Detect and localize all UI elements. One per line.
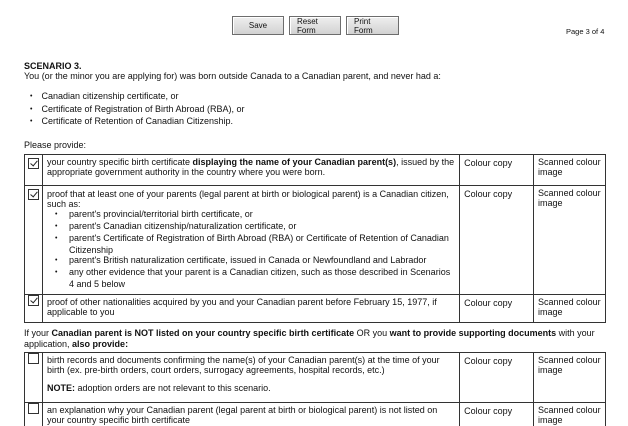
supporting-documents-table [24,352,606,426]
list-item: • Certificate of Retention of Canadian Citizenship. [30,116,245,129]
table-row [25,403,606,426]
colour-copy-cell: Colour copy [460,155,534,186]
form-toolbar [232,16,399,35]
list-item: • parent's Canadian citizenship/naturalization certificate, or [55,221,455,233]
save-button[interactable]: Save [232,16,284,35]
scanned-image-cell: Scanned colour image [534,403,606,426]
colour-copy-cell: Colour copy [460,186,534,295]
colour-copy-cell: Colour copy [460,353,534,403]
row-description: proof that at least one of your parents (legal parent at birth or biological parent) is a Canadian citizen, such as: • parent's provincial/territorial birth certificate, or • parent's Canadian citizenship/naturalization certificate, or • parent's Certificate of Registration of Birth Abroad (RBA) or Certificate of Retention of Canadian Citizenship • parent's British naturalization certificate, issued in Canada or Newfoundland and Labrador • any other evidence that your parent is a Canadian citizen, such as those described in Scenarios 4 and 5 below [42,186,459,295]
required-documents-table [24,154,606,323]
list-item: • any other evidence that your parent is a Canadian citizen, such as those described in Scenarios 4 and 5 below [55,267,455,289]
list-item: • parent's British naturalization certificate, issued in Canada or Newfoundland and Labrador [55,255,455,267]
row-description: proof of other nationalities acquired by you and your Canadian parent before February 15, 1977, if applicable to you [42,295,459,323]
document-checkbox[interactable] [28,295,39,306]
table-row [25,353,606,403]
please-provide-label: Please provide: [24,140,87,150]
list-item: • Canadian citizenship certificate, or [30,91,245,104]
document-checkbox[interactable] [28,403,39,414]
page-number: Page 3 of 4 [566,27,605,36]
table-row [25,295,606,323]
document-checkbox[interactable] [28,158,39,169]
row-description: your country specific birth certificate displaying the name of your Canadian parent(s), issued by the appropriate government authority in the country where you were born. [42,155,459,186]
table-row [25,155,606,186]
scanned-image-cell: Scanned colour image [534,155,606,186]
document-checkbox[interactable] [28,353,39,364]
scanned-image-cell: Scanned colour image [534,353,606,403]
list-item: • parent's Certificate of Registration of Birth Abroad (RBA) or Certificate of Retention of Canadian Citizenship [55,233,455,255]
row-description: birth records and documents confirming the name(s) of your Canadian parent(s) at the time of your birth (ex. pre-birth orders, court orders, surrogacy agreements, hospital records, etc.) NOTE: adoption orders are not relevant to this scenario. [42,353,459,403]
additional-documents-instruction: If your Canadian parent is NOT listed on your country specific birth certificate OR you want to provide supporting documents with your application, also provide: [24,328,595,349]
print-form-button[interactable]: Print Form [346,16,399,35]
scenario-bullets [30,91,245,129]
parent-proof-list [55,209,455,289]
row-description: an explanation why your Canadian parent (legal parent at birth or biological parent) is not listed on your country specific birth certificate [42,403,459,426]
list-item: • parent's provincial/territorial birth certificate, or [55,209,455,221]
scanned-image-cell: Scanned colour image [534,295,606,323]
scanned-image-cell: Scanned colour image [534,186,606,295]
colour-copy-cell: Colour copy [460,295,534,323]
scenario-title: SCENARIO 3. [24,61,82,71]
table-row [25,186,606,295]
scenario-intro: You (or the minor you are applying for) was born outside Canada to a Canadian parent, and never had a: [24,71,441,81]
reset-form-button[interactable]: Reset Form [289,16,341,35]
colour-copy-cell: Colour copy [460,403,534,426]
document-checkbox[interactable] [28,189,39,200]
list-item: • Certificate of Registration of Birth Abroad (RBA), or [30,104,245,117]
